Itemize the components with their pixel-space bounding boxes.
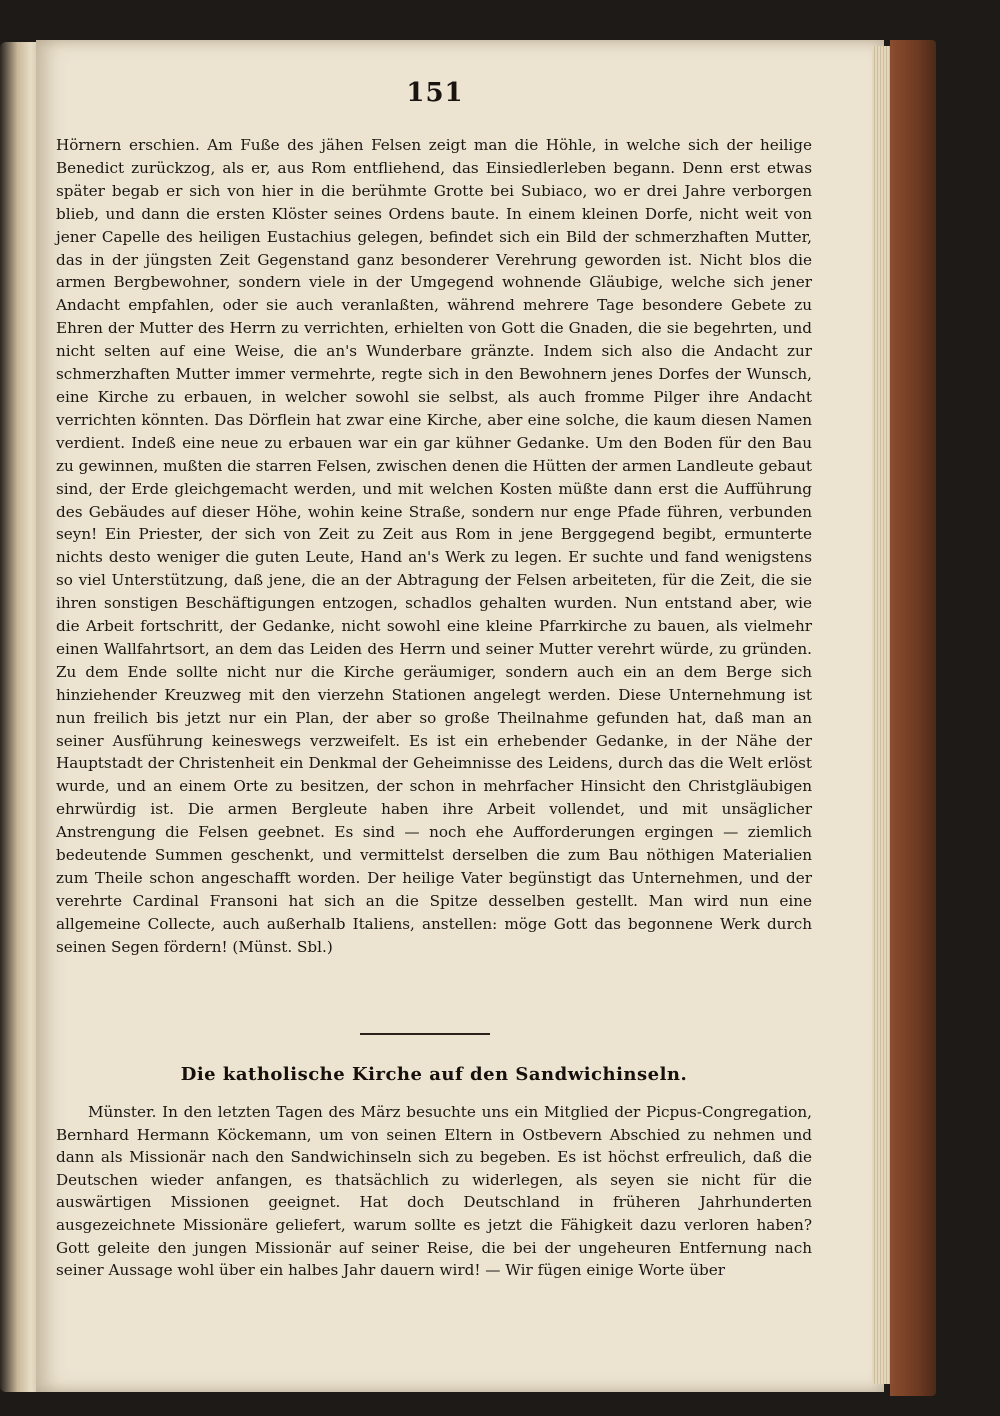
section-heading: Die katholische Kirche auf den Sandwichinseln. — [180, 1064, 688, 1085]
paragraph: Hörnern erschien. Am Fuße des jähen Felsen zeigt man die Höhle, in welche sich der heilige Benedict zurückzog, als er, aus Rom entfliehend, das Einsiedlerleben begann. Denn erst etwas später begab er sich von hier in die berühmte Grotte bei Subiaco, wo er drei Jahre verborgen blieb, und dann die ersten Klöster seines Ordens baute. In einem kleinen Dorfe, nicht weit von jener Capelle des heiligen Eustachius gelegen, befindet sich ein Bild der schmerzhaften Mutter, das in der jüngsten Zeit Gegenstand ganz besonderer Verehrung geworden ist. Nicht blos die armen Bergbewohner, sondern viele in der Umgegend wohnende Gläubige, welche sich jener Andacht empfahlen, oder sie auch veranlaßten, während mehrere Tage besondere Gebete zu Ehren der Mutter des Herrn zu verrichten, erhielten von Gott die Gnaden, die sie begehrten, und nicht selten auf eine Weise, die an's Wunderbare gränzte. Indem sich also die Andacht zur schmerzhaften Mutter immer vermehrte, regte sich in den Bewohnern jenes Dorfes der Wunsch, eine Kirche zu erbauen, in welcher sowohl sie selbst, als auch fromme Pilger ihre Andacht verrichten könnten. Das Dörflein hat zwar eine Kirche, aber eine solche, die kaum diesen Namen verdient. Indeß eine neue zu erbauen war ein gar kühner Gedanke. Um den Boden für den Bau zu gewinnen, mußten die starren Felsen, zwischen denen die Hütten der armen Landleute gebaut sind, der Erde gleichgemacht werden, und mit welchen Kosten müßte dann erst die Aufführung des Gebäudes auf dieser Höhe, wohin keine Straße, sondern nur enge Pfade führen, verbunden seyn! Ein Priester, der sich von Zeit zu Zeit aus Rom in jene Berggegend begibt, ermunterte nichts desto weniger die guten Leute, Hand an's Werk zu legen. Er suchte und fand wenigstens so viel Unterstützung, daß jene, die an der Abtragung der Felsen arbeiteten, für die Zeit, die sie ihren sonstigen Beschäftigungen entzogen, schadlos gehalten wurden. Nun entstand aber, wie die Arbeit fortschritt, der Gedanke, nicht sowohl eine kleine Pfarrkirche zu bauen, als vielmehr einen Wallfahrtsort, an dem das Leiden des Herrn und seiner Mutter verehrt würde, zu gründen. Zu dem Ende sollte nicht nur die Kirche geräumiger, sondern auch ein an dem Berge sich hinziehender Kreuzweg mit den vierzehn Stationen angelegt werden. Diese Unternehmung ist nun freilich bis jetzt nur ein Plan, der aber so große Theilnahme gefunden hat, daß man an seiner Ausführung keineswegs verzweifelt. Es ist ein erhebender Gedanke, in der Nähe der Hauptstadt der Christenheit ein Denkmal der Geheimnisse des Leidens, durch das die Welt erlöst wurde, und an einem Orte zu besitzen, der schon in mehrfacher Hinsicht den Christgläubigen ehrwürdig ist. Die armen Bergleute haben ihre Arbeit vollendet, und mit unsäglicher Anstrengung die Felsen geebnet. Es sind — noch ehe Aufforderungen ergingen — ziemlich bedeutende Summen geschenkt, und vermittelst derselben die zum Bau nöthigen Materialien zum Theile schon angeschafft worden. Der heilige Vater begünstigt das Unternehmen, und der verehrte Cardinal Fransoni hat sich an die Spitze desselben gestellt. Man wird nun eine allgemeine Collecte, auch außerhalb Italiens, anstellen: möge Gott das begonnene Werk durch seinen Segen fördern! (Münst. Sbl.) — [56, 136, 812, 956]
book-cover-edge — [890, 40, 936, 1396]
section-divider — [360, 1033, 490, 1035]
page-stack-edge — [872, 46, 892, 1384]
paragraph: Münster. In den letzten Tagen des März besuchte uns ein Mitglied der Picpus-Congregation, Bernhard Hermann Köckemann, um von seinen Eltern in Ostbevern Abschied zu nehmen und dann als Missionär nach den Sandwichinseln sich zu begeben. Es ist höchst erfreulich, daß die Deutschen wieder anfangen, es thatsächlich zu widerlegen, als seyen sie nicht für die auswärtigen Missionen geeignet. Hat doch Deutschland in früheren Jahrhunderten ausgezeichnete Missionäre geliefert, warum sollte es jetzt die Fähigkeit dazu verloren haben? Gott geleite den jungen Missionär auf seiner Reise, die bei der ungeheuren Entfernung nach seiner Aussage wohl über ein halbes Jahr dauern wird! — Wir fügen einige Worte über — [56, 1103, 812, 1280]
article-body-1 — [56, 134, 812, 959]
article-body-2 — [56, 1101, 812, 1282]
page-number: 151 — [406, 78, 464, 108]
